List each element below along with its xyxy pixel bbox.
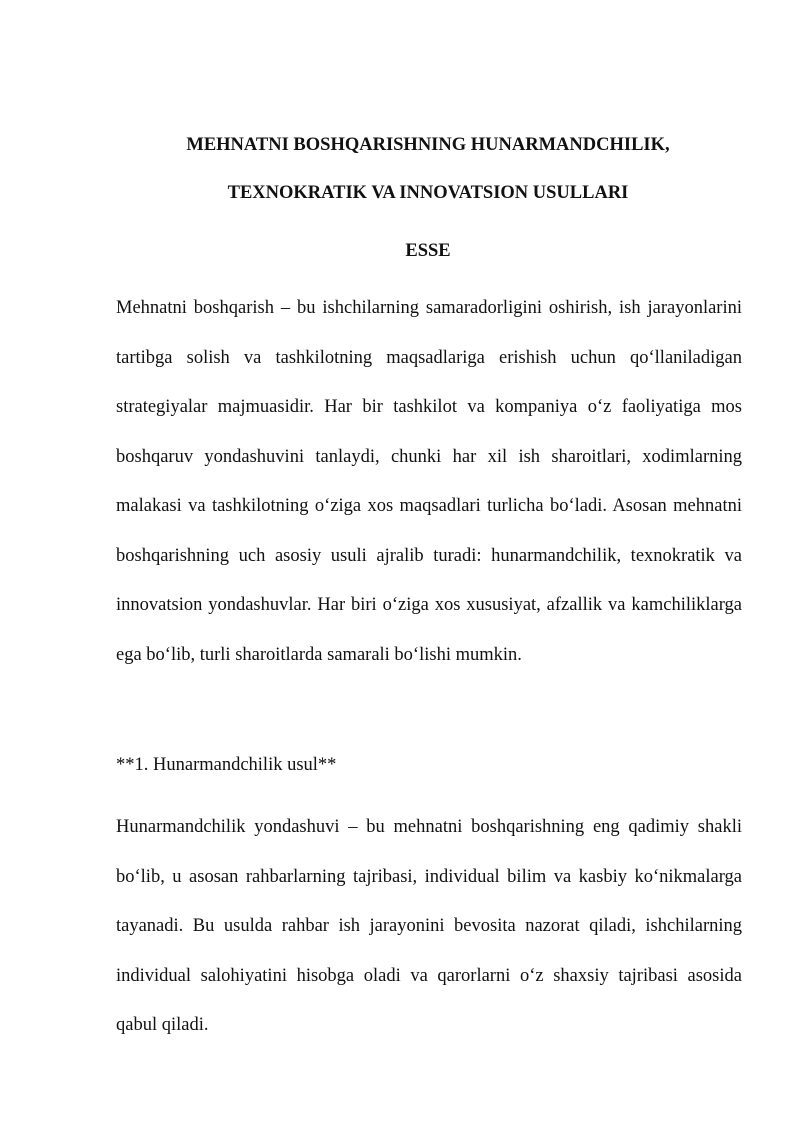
- document-title-line-1: MEHNATNI BOSHQARISHNING HUNARMANDCHILIK,: [186, 135, 670, 155]
- section-paragraph: Hunarmandchilik yondashuvi – bu mehnatni boshqarishning eng qadimiy shakli bo‘lib, u asosan rahbarlarning tajribasi, individual bilim va kasbiy ko‘nikmalarga tayanadi. Bu usulda rahbar ish jarayonini bevosita nazorat qiladi, ishchilarning individual salohiyatini hisobga oladi va qarorlarni o‘z shaxsiy tajribasi asosida qabul qiladi.: [116, 817, 742, 1035]
- intro-paragraph: Mehnatni boshqarish – bu ishchilarning samaradorligini oshirish, ish jarayonlarini tartibga solish va tashkilotning maqsadlariga erishish uchun qo‘llaniladigan strategiyalar majmuasidir. Har bir tashkilot va kompaniya o‘z faoliyatiga mos boshqaruv yondashuvini tanlaydi, chunki har xil ish sharoitlari, xodimlarning malakasi va tashkilotning o‘ziga xos maqsadlari turlicha bo‘ladi. Asosan mehnatni boshqarishning uch asosiy usuli ajralib turadi: hunarmandchilik, texnokratik va innovatsion yondashuvlar. Har biri o‘ziga xos xususiyat, afzallik va kamchiliklarga ega bo‘lib, turli sharoitlarda samarali bo‘lishi mumkin.: [116, 298, 742, 665]
- section-heading: **1. Hunarmandchilik usul**: [116, 755, 337, 775]
- document-title-line-2: TEXNOKRATIK VA INNOVATSION USULLARI: [227, 183, 629, 203]
- document-subtitle: ESSE: [405, 241, 451, 261]
